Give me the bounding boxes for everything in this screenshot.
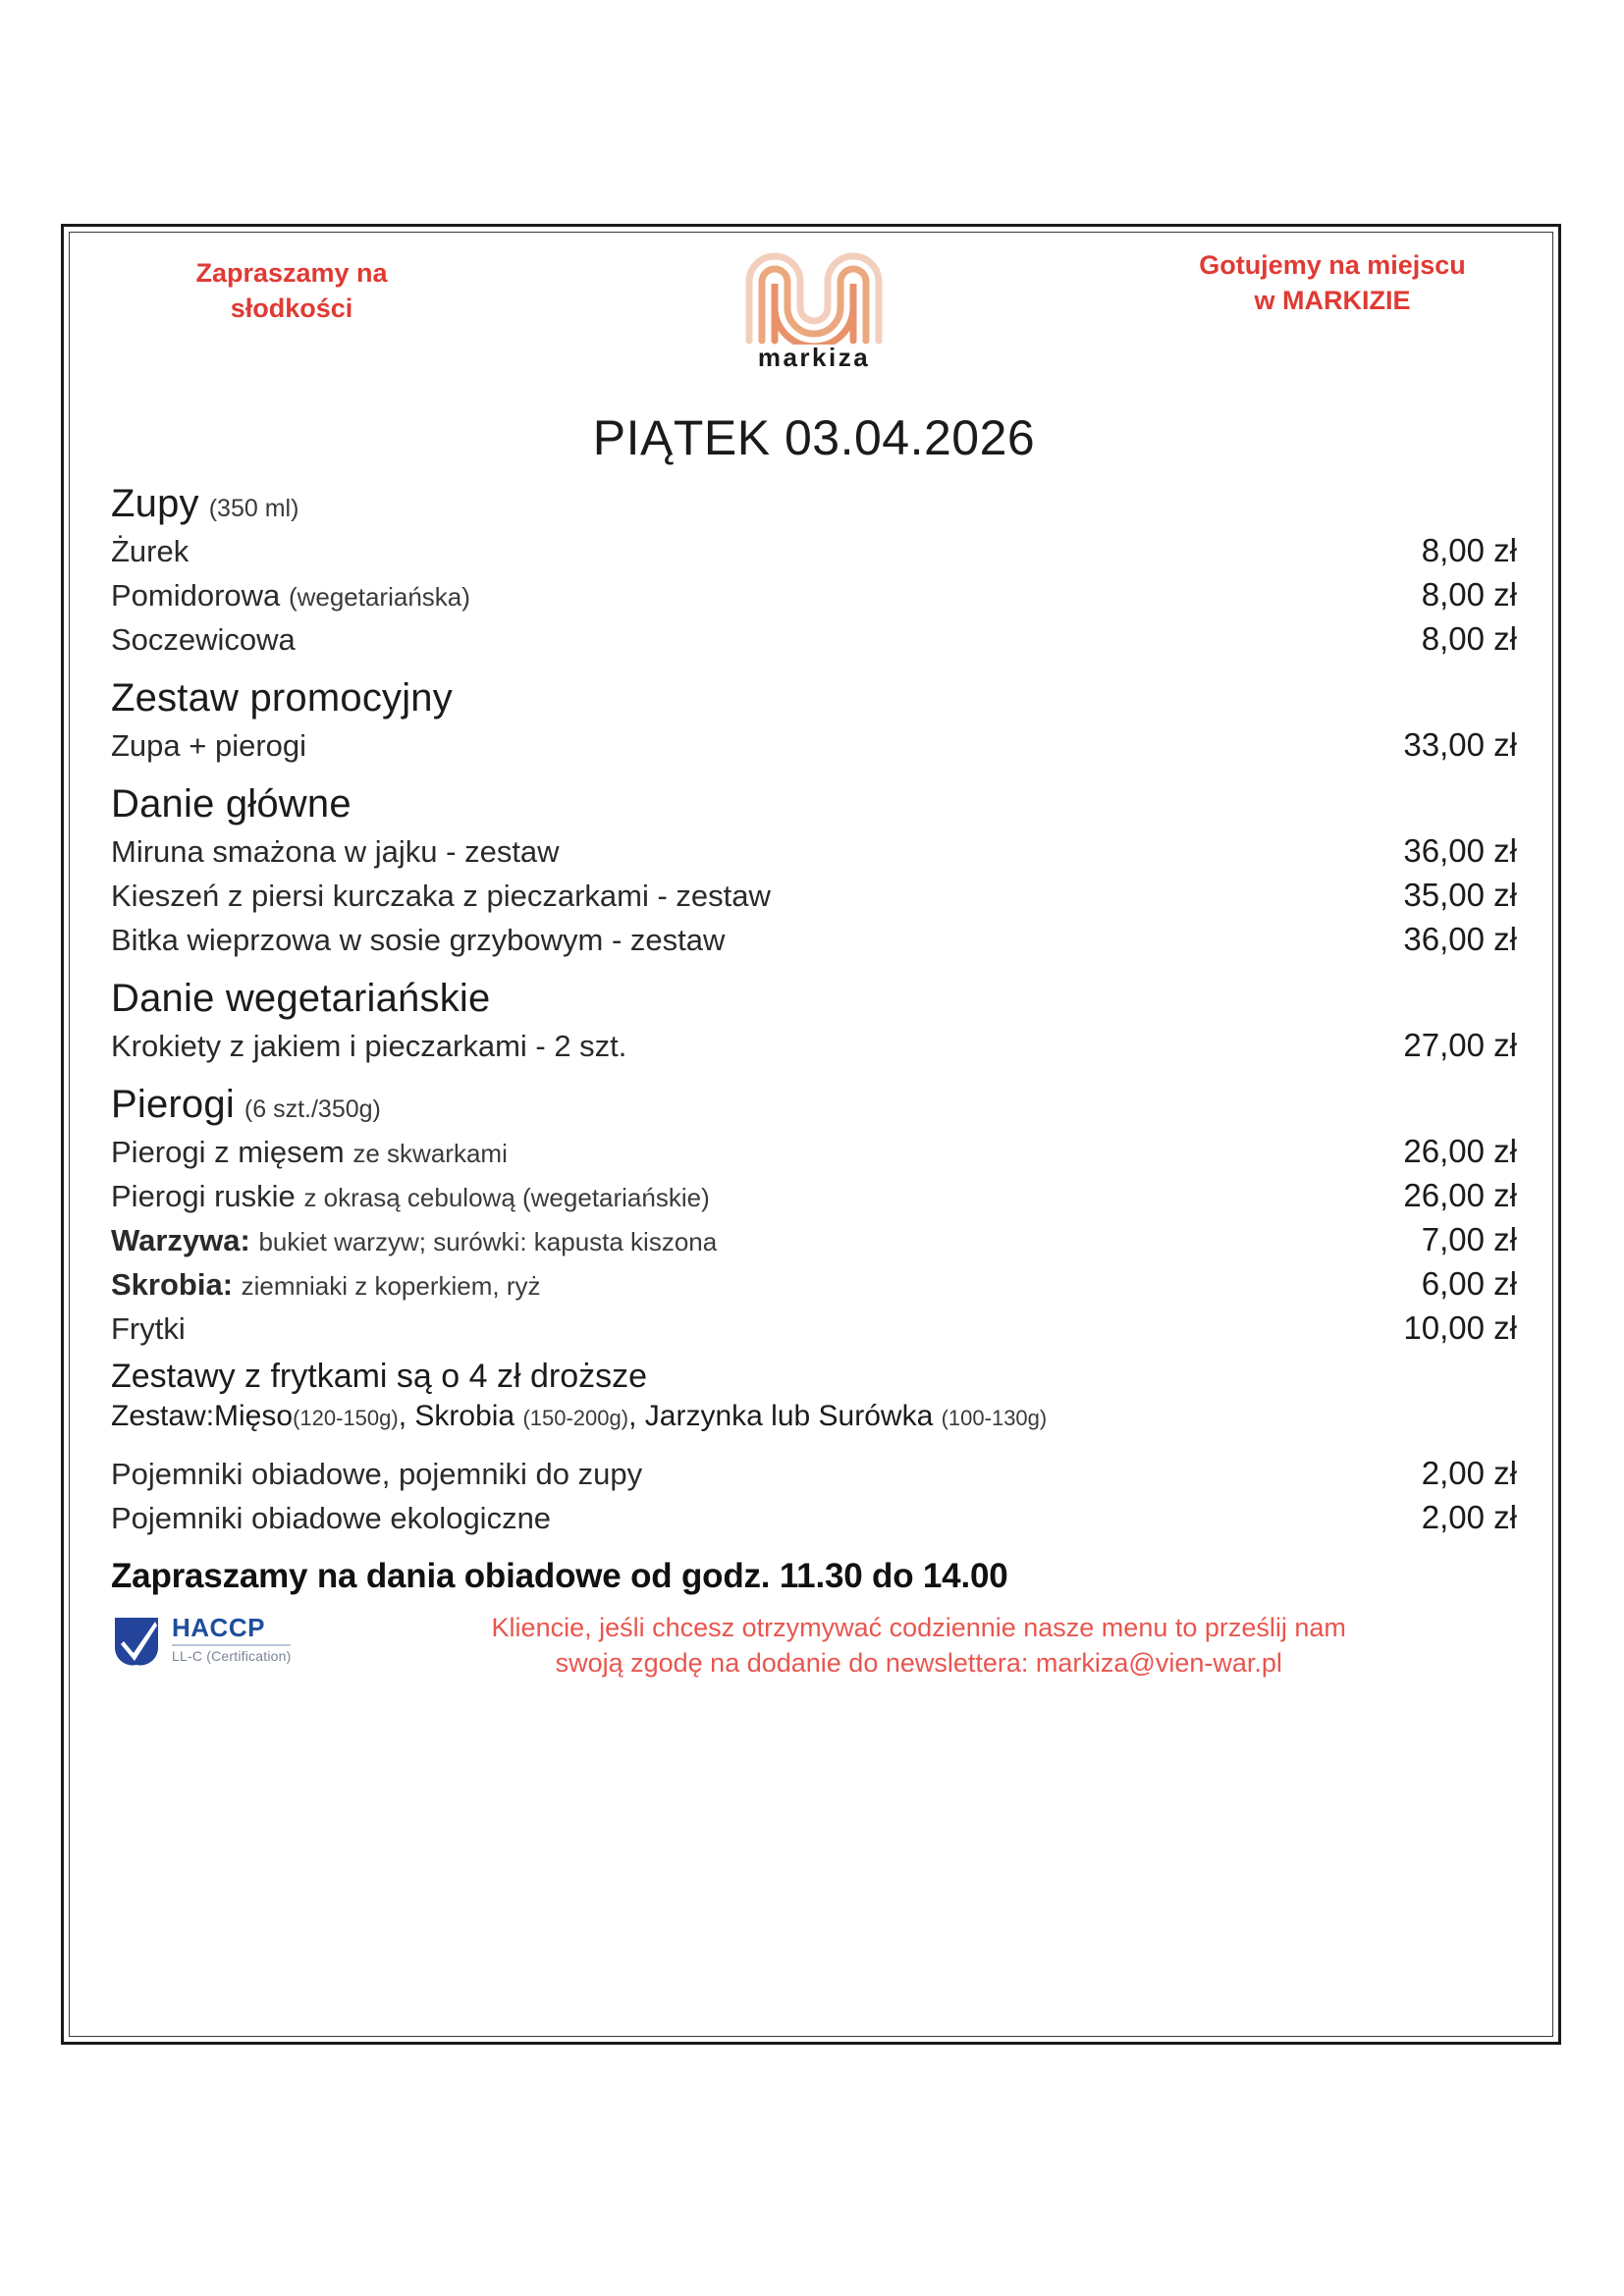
menu-row	[111, 1129, 1517, 1173]
page-title: PIĄTEK 03.04.2026	[592, 410, 1036, 465]
opening-hours-line: Zapraszamy na dania obiadowe od godz. 11.30 do 14.00	[111, 1557, 1008, 1595]
menu-row-container-eco	[111, 1495, 1517, 1539]
section-heading-danie-glowne	[111, 782, 1517, 827]
menu-content	[64, 227, 1564, 2048]
set-meat-label: Zestaw:Mięso	[111, 1400, 294, 1432]
set-separator-1: ,	[398, 1400, 407, 1432]
haccp-title: HACCP	[172, 1613, 265, 1642]
section-title: Danie wegetariańskie	[111, 977, 491, 1020]
section-heading-zestaw-promocyjny	[111, 676, 1517, 721]
brand-logo	[706, 235, 922, 373]
item-name	[111, 1179, 710, 1214]
set-veg-label: Jarzynka lub Surówka	[644, 1400, 934, 1432]
item-price: 8,00 zł	[1421, 620, 1517, 657]
item-name	[111, 1135, 508, 1170]
menu-row	[111, 616, 1517, 661]
menu-row-skrobia	[111, 1261, 1517, 1306]
header-note-left-line2: słodkości	[230, 293, 353, 323]
menu-footer	[64, 1596, 1564, 1682]
menu-row	[111, 572, 1517, 616]
item-name-sub: bukiet warzyw; surówki: kapusta kiszona	[258, 1227, 718, 1256]
set-meat-grams: (120-150g)	[293, 1406, 399, 1430]
menu-row	[111, 722, 1517, 767]
section-title: Zupy	[111, 482, 199, 525]
menu-row	[111, 873, 1517, 917]
set-starch-grams: (150-200g)	[522, 1406, 629, 1430]
item-price: 6,00 zł	[1421, 1265, 1517, 1302]
section-title: Danie główne	[111, 782, 352, 826]
item-name: Soczewicowa	[111, 622, 296, 657]
item-name: Miruna smażona w jajku - zestaw	[111, 834, 560, 869]
menu-section-danie-wegetarianskie	[111, 977, 1517, 1067]
item-name: Żurek	[111, 534, 189, 568]
item-name: Kieszeń z piersi kurczaka z pieczarkami - zestaw	[111, 879, 771, 913]
item-name: Zupa + pierogi	[111, 728, 307, 763]
header-note-right-line1: Gotujemy na miejscu	[1199, 250, 1466, 280]
item-name: Pojemniki obiadowe, pojemniki do zupy	[111, 1457, 643, 1491]
menu-frame	[61, 224, 1561, 2045]
menu-section-danie-glowne	[111, 782, 1517, 961]
menu-row	[111, 528, 1517, 572]
menu-header	[64, 227, 1564, 413]
set-composition-line	[111, 1398, 1517, 1439]
menu-row	[111, 828, 1517, 873]
item-name-main: Pierogi ruskie	[111, 1179, 296, 1213]
item-name-sub: ze skwarkami	[352, 1139, 508, 1168]
menu-section-zupy	[111, 482, 1517, 661]
item-price: 2,00 zł	[1421, 1455, 1517, 1491]
section-heading-zupy	[111, 482, 1517, 526]
menu-row	[111, 1023, 1517, 1067]
menu-row-container-standard	[111, 1451, 1517, 1495]
item-name: Bitka wieprzowa w sosie grzybowym - zestaw	[111, 923, 726, 957]
newsletter-line2: swoją zgodę na dodanie do newslettera: markiza@vien-war.pl	[555, 1648, 1282, 1679]
section-heading-pierogi	[111, 1083, 1517, 1127]
newsletter-invitation	[291, 1608, 1517, 1682]
item-name-main: Skrobia:	[111, 1267, 234, 1302]
set-starch-label: Skrobia	[414, 1400, 515, 1432]
item-price: 8,00 zł	[1421, 532, 1517, 568]
item-name: Frytki	[111, 1311, 186, 1346]
haccp-divider	[172, 1644, 291, 1646]
section-heading-danie-wegetarianskie	[111, 977, 1517, 1021]
section-title: Zestaw promocyjny	[111, 676, 453, 720]
haccp-certification-badge	[111, 1608, 291, 1667]
header-note-right	[1136, 248, 1529, 318]
header-note-right-line2: w MARKIZIE	[1254, 285, 1411, 315]
header-note-left-line1: Zapraszamy na	[195, 258, 388, 288]
item-price: 36,00 zł	[1403, 921, 1517, 957]
section-title: Pierogi	[111, 1083, 235, 1126]
item-name-sub: (wegetariańska)	[288, 582, 470, 612]
menu-sections	[64, 482, 1564, 1596]
item-price: 35,00 zł	[1403, 877, 1517, 913]
item-price: 36,00 zł	[1403, 832, 1517, 869]
haccp-subtitle: LL-C (Certification)	[172, 1648, 292, 1665]
set-veg-grams: (100-130g)	[941, 1406, 1048, 1430]
item-price: 2,00 zł	[1421, 1499, 1517, 1535]
item-price: 26,00 zł	[1403, 1133, 1517, 1169]
section-qty: (6 szt./350g)	[244, 1095, 381, 1123]
menu-row	[111, 917, 1517, 961]
item-name	[111, 1267, 541, 1303]
menu-section-zestaw-promocyjny	[111, 676, 1517, 767]
menu-row	[111, 1173, 1517, 1217]
item-name: Krokiety z jakiem i pieczarkami - 2 szt.	[111, 1029, 627, 1063]
newsletter-line1: Kliencie, jeśli chcesz otrzymywać codziennie nasze menu to prześlij nam	[491, 1613, 1346, 1642]
item-price: 7,00 zł	[1421, 1221, 1517, 1257]
item-name-main: Pomidorowa	[111, 578, 281, 613]
set-separator-2: ,	[628, 1400, 637, 1432]
item-name-main: Warzywa:	[111, 1223, 250, 1257]
item-name-sub: z okrasą cebulową (wegetariańskie)	[303, 1183, 710, 1212]
item-price: 27,00 zł	[1403, 1027, 1517, 1063]
header-note-left	[115, 256, 468, 326]
menu-section-pierogi	[111, 1083, 1517, 1350]
menu-row-frytki	[111, 1306, 1517, 1350]
item-price: 33,00 zł	[1403, 726, 1517, 763]
item-name-main: Pierogi z mięsem	[111, 1135, 345, 1169]
brand-logo-wordmark: markiza	[757, 343, 871, 372]
item-name	[111, 578, 470, 614]
markiza-arch-logo-icon	[735, 235, 893, 345]
item-price: 26,00 zł	[1403, 1177, 1517, 1213]
item-name: Pojemniki obiadowe ekologiczne	[111, 1501, 552, 1535]
haccp-checkmark-icon	[111, 1612, 162, 1667]
item-price: 10,00 zł	[1403, 1309, 1517, 1346]
haccp-text-block	[172, 1615, 291, 1664]
section-qty: (350 ml)	[208, 495, 299, 522]
item-price: 8,00 zł	[1421, 576, 1517, 613]
menu-row-warzywa	[111, 1217, 1517, 1261]
item-name-sub: ziemniaki z koperkiem, ryż	[241, 1271, 541, 1301]
surcharge-note: Zestawy z frytkami są o 4 zł droższe	[111, 1358, 648, 1395]
item-name	[111, 1223, 717, 1258]
